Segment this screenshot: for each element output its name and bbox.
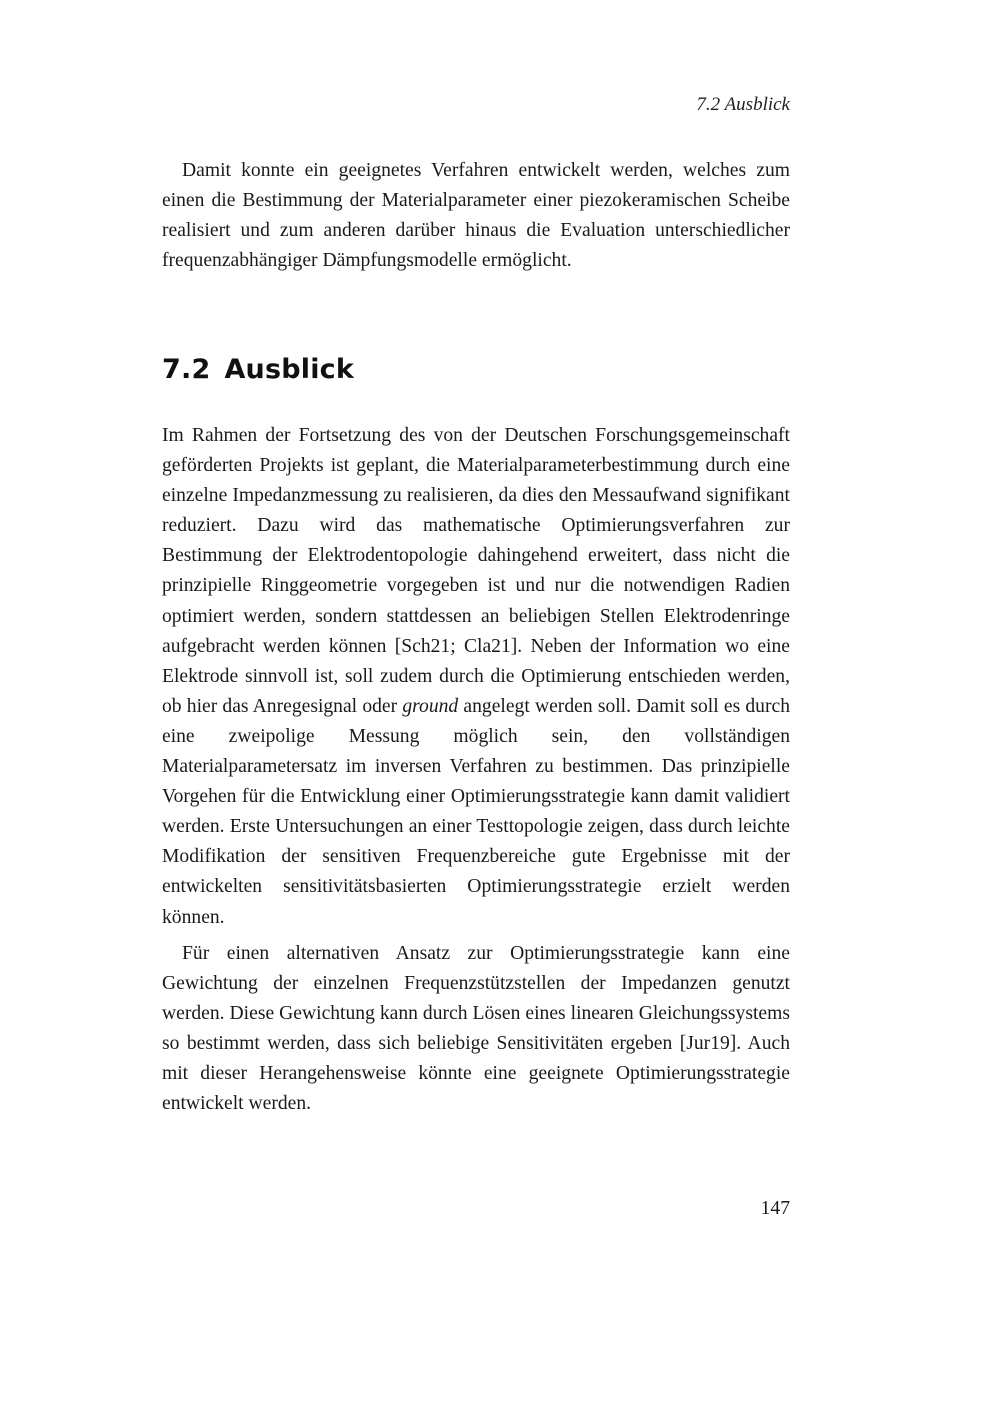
intro-paragraph: Damit konnte ein geeignetes Verfahren entwickelt werden, welches zum einen die Bestimmung der Materialparameter einer piezokeramischen Scheibe realisiert und zum anderen darüber hinaus die Evaluation unterschiedlicher frequenzabhängiger Dämpfungsmodelle ermöglicht. [162,160,790,272]
p1-text-end: angelegt werden soll. Damit soll es durch eine zweipolige Messung möglich sein, den vollständigen Materialparametersatz im inversen Verfahren zu bestimmen. Das prinzipielle Vorgehen für die Entwicklung einer Optimierungsstrategie kann damit validiert werden. Erste Untersuchungen an einer Testtopologie zeigen, dass durch leichte Modifikation der sensitiven Frequenzbereiche gute Ergebnisse mit der entwickelten sensitivitätsbasierten Optimierungsstrategie erzielt werden können. [162,695,790,928]
section-title: Ausblick [224,354,355,385]
p1-text-start: Im Rahmen der Fortsetzung des von der Deutschen Forschungsgemeinschaft geförderten Projekts ist geplant, die Materialparameterbestimmung durch eine einzelne Impedanzmessung zu realisieren, da dies den Messaufwand signifikant reduziert. Dazu wird das mathematische Optimierungsverfahren zur Bestimmung der Elektrodentopologie dahingehend erweitert, dass nicht die prinzipielle Ringgeometrie vorgegeben ist und nur die notwendigen Radien optimiert werden, sondern stattdessen an beliebigen Stellen Elektrodenringe aufgebracht werden können [Sch21; Cla21]. Neben der Information wo eine Elektrode sinnvoll ist, soll zudem durch die Optimierung entschieden werden, ob hier das Anregesignal oder [162,425,790,717]
section-number: 7.2 [162,354,211,385]
p1-italic-term: ground [402,695,459,717]
section-heading [162,350,354,390]
body-paragraph-2: Für einen alternativen Ansatz zur Optimierungsstrategie kann eine Gewichtung der einzelnen Frequenzstützstellen der Impedanzen genutzt werden. Diese Gewichtung kann durch Lösen eines linearen Gleichungssystems so bestimmt werden, dass sich beliebige Sensitivitäten ergeben [Jur19]. Auch mit dieser Herangehensweise könnte eine geeignete Optimierungsstrategie entwickelt werden. [162,942,790,1115]
section-body [162,421,790,1119]
running-header: 7.2 Ausblick [696,94,790,115]
body-paragraph-1 [162,421,790,933]
page-number: 147 [760,1198,790,1219]
intro-text-block [162,156,790,276]
